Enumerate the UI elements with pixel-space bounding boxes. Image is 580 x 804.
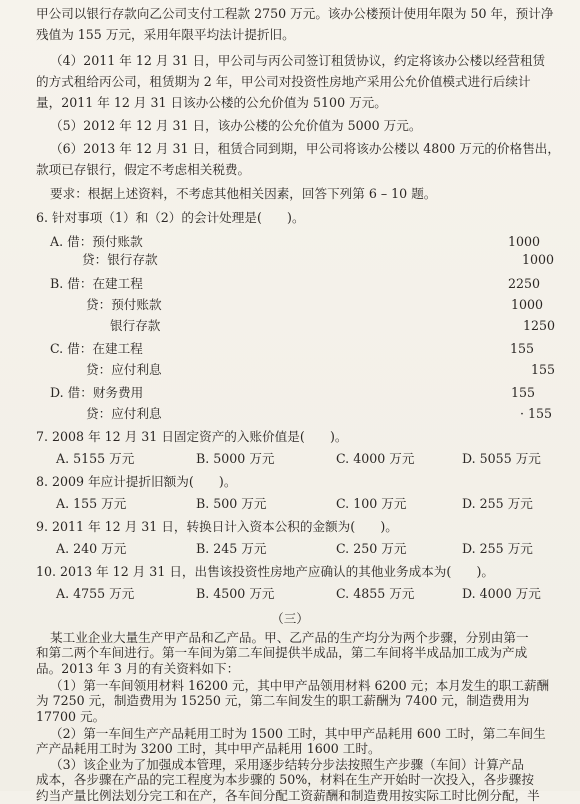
q6-option-c-amount: 155 bbox=[531, 362, 556, 377]
q6-option-a-line: 贷：银行存款 bbox=[82, 252, 158, 267]
q8-option-b: B. 500 万元 bbox=[196, 496, 267, 511]
paragraph-line: （2）第一车间生产产品耗用工时为 1500 工时，其中甲产品耗用 600 工时，第二车间生 bbox=[50, 725, 546, 741]
q10-option-a: A. 4755 万元 bbox=[56, 586, 135, 601]
q9-option-b: B. 245 万元 bbox=[196, 541, 267, 556]
section-heading: （三） bbox=[271, 611, 309, 626]
paragraph-line: （1）第一车间领用材料 16200 元，其中甲产品领用材料 6200 元；本月发生的职工薪酬 bbox=[50, 677, 550, 693]
q8-option-d: D. 255 万元 bbox=[462, 496, 533, 511]
paragraph-line: 品。2013 年 3 月的有关资料如下： bbox=[36, 660, 240, 676]
paragraph-line: 甲公司以银行存款向乙公司支付工程款 2750 万元。该办公楼预计使用年限为 50 年，预计净 bbox=[36, 6, 554, 21]
q9-option-a: A. 240 万元 bbox=[56, 541, 127, 556]
paragraph-line: （4）2011 年 12 月 31 日，甲公司与丙公司签订租赁协议，约定将该办公楼以经营租赁 bbox=[50, 53, 546, 68]
question-8-stem: 8. 2009 年应计提折旧额为( )。 bbox=[36, 474, 237, 489]
q8-option-c: C. 100 万元 bbox=[336, 496, 407, 511]
q6-option-d-line: D. 借：财务费用 bbox=[50, 385, 144, 400]
q6-option-b-line: 贷：预付账款 bbox=[86, 297, 162, 312]
question-10-stem: 10. 2013 年 12 月 31 日，出售该投资性房地产应确认的其他业务成本为( )。 bbox=[36, 564, 495, 579]
question-9-stem: 9. 2011 年 12 月 31 日，转换日计入资本公积的金额为( )。 bbox=[36, 519, 398, 534]
question-7-stem: 7. 2008 年 12 月 31 日固定资产的入账价值是( )。 bbox=[36, 429, 348, 444]
q6-option-d-amount: · 155 bbox=[520, 406, 553, 421]
q9-option-d: D. 255 万元 bbox=[462, 541, 533, 556]
paragraph-line: 的方式租给丙公司，租赁期为 2 年，甲公司对投资性房地产采用公允价值模式进行后续计 bbox=[36, 74, 531, 89]
q7-option-b: B. 5000 万元 bbox=[196, 451, 275, 466]
q6-option-a-line: A. 借：预付账款 bbox=[50, 234, 143, 249]
paragraph-line: 残值为 155 万元，采用年限平均法计提折旧。 bbox=[36, 27, 295, 42]
q6-option-c-line: 贷：应付利息 bbox=[86, 362, 162, 377]
q8-option-a: A. 155 万元 bbox=[56, 496, 127, 511]
q7-option-a: A. 5155 万元 bbox=[56, 451, 135, 466]
requirement-line: 要求：根据上述资料，不考虑其他相关因素，回答下列第 6 – 10 题。 bbox=[50, 186, 437, 201]
q6-option-a-amount: 1000 bbox=[508, 234, 541, 249]
q10-option-d: D. 4000 万元 bbox=[462, 586, 541, 601]
paragraph-line: 量，2011 年 12 月 31 日该办公楼的公允价值为 5100 万元。 bbox=[36, 95, 387, 110]
q7-option-c: C. 4000 万元 bbox=[336, 451, 415, 466]
paragraph-line: 产产品耗用工时为 3200 工时，其中甲产品耗用 1600 工时。 bbox=[36, 741, 381, 757]
paragraph-line: （3）该企业为了加强成本管理，采用逐步结转分步法按照生产步骤（车间）计算产品 bbox=[50, 756, 524, 772]
q6-option-a-amount: 1000 bbox=[522, 252, 555, 267]
paragraph-line: 约当产量比例法划分完工和在产，各车间分配工资薪酬和制造费用按实际工时比例分配，半 bbox=[36, 787, 540, 803]
q6-option-d-amount: 155 bbox=[511, 385, 536, 400]
q6-option-b-amount: 1250 bbox=[523, 318, 556, 333]
q6-option-b-line: 银行存款 bbox=[110, 318, 161, 333]
q9-option-c: C. 250 万元 bbox=[336, 541, 407, 556]
q6-option-c-amount: 155 bbox=[510, 341, 535, 356]
q6-option-d-line: 贷：应付利息 bbox=[86, 406, 162, 421]
paragraph-line: 成本，各步骤在产品的完工程度为本步骤的 50%，材料在生产开始时一次投入，各步骤按 bbox=[36, 772, 534, 788]
paragraph-line: （6）2013 年 12 月 31 日，租赁合同到期，甲公司将该办公楼以 4800 万元的价格售出， bbox=[50, 141, 560, 156]
q10-option-c: C. 4855 万元 bbox=[336, 586, 415, 601]
q6-option-b-amount: 1000 bbox=[511, 297, 544, 312]
q6-option-b-line: B. 借：在建工程 bbox=[50, 276, 143, 291]
q6-option-c-line: C. 借：在建工程 bbox=[50, 341, 143, 356]
paragraph-line: 某工业企业大量生产甲产品和乙产品。甲、乙产品的生产均分为两个步骤，分别由第一 bbox=[50, 629, 529, 645]
question-6-stem: 6. 针对事项（1）和（2）的会计处理是( )。 bbox=[36, 210, 305, 225]
paragraph-line: 17700 元。 bbox=[36, 708, 106, 724]
paragraph-line: 为 7250 元，制造费用为 15250 元，第二车间发生的职工薪酬为 7400 元，制造费用为 bbox=[36, 693, 530, 709]
paragraph-line: 和第二两个车间进行。第一车间为第二车间提供半成品，第二车间将半成品加工成为产成 bbox=[36, 645, 528, 661]
paragraph-line: （5）2012 年 12 月 31 日，该办公楼的公允价值为 5000 万元。 bbox=[50, 118, 422, 133]
q10-option-b: B. 4500 万元 bbox=[196, 586, 275, 601]
paragraph-line: 款项已存银行，假定不考虑相关税费。 bbox=[36, 162, 251, 177]
q7-option-d: D. 5055 万元 bbox=[462, 451, 541, 466]
q6-option-b-amount: 2250 bbox=[508, 276, 541, 291]
